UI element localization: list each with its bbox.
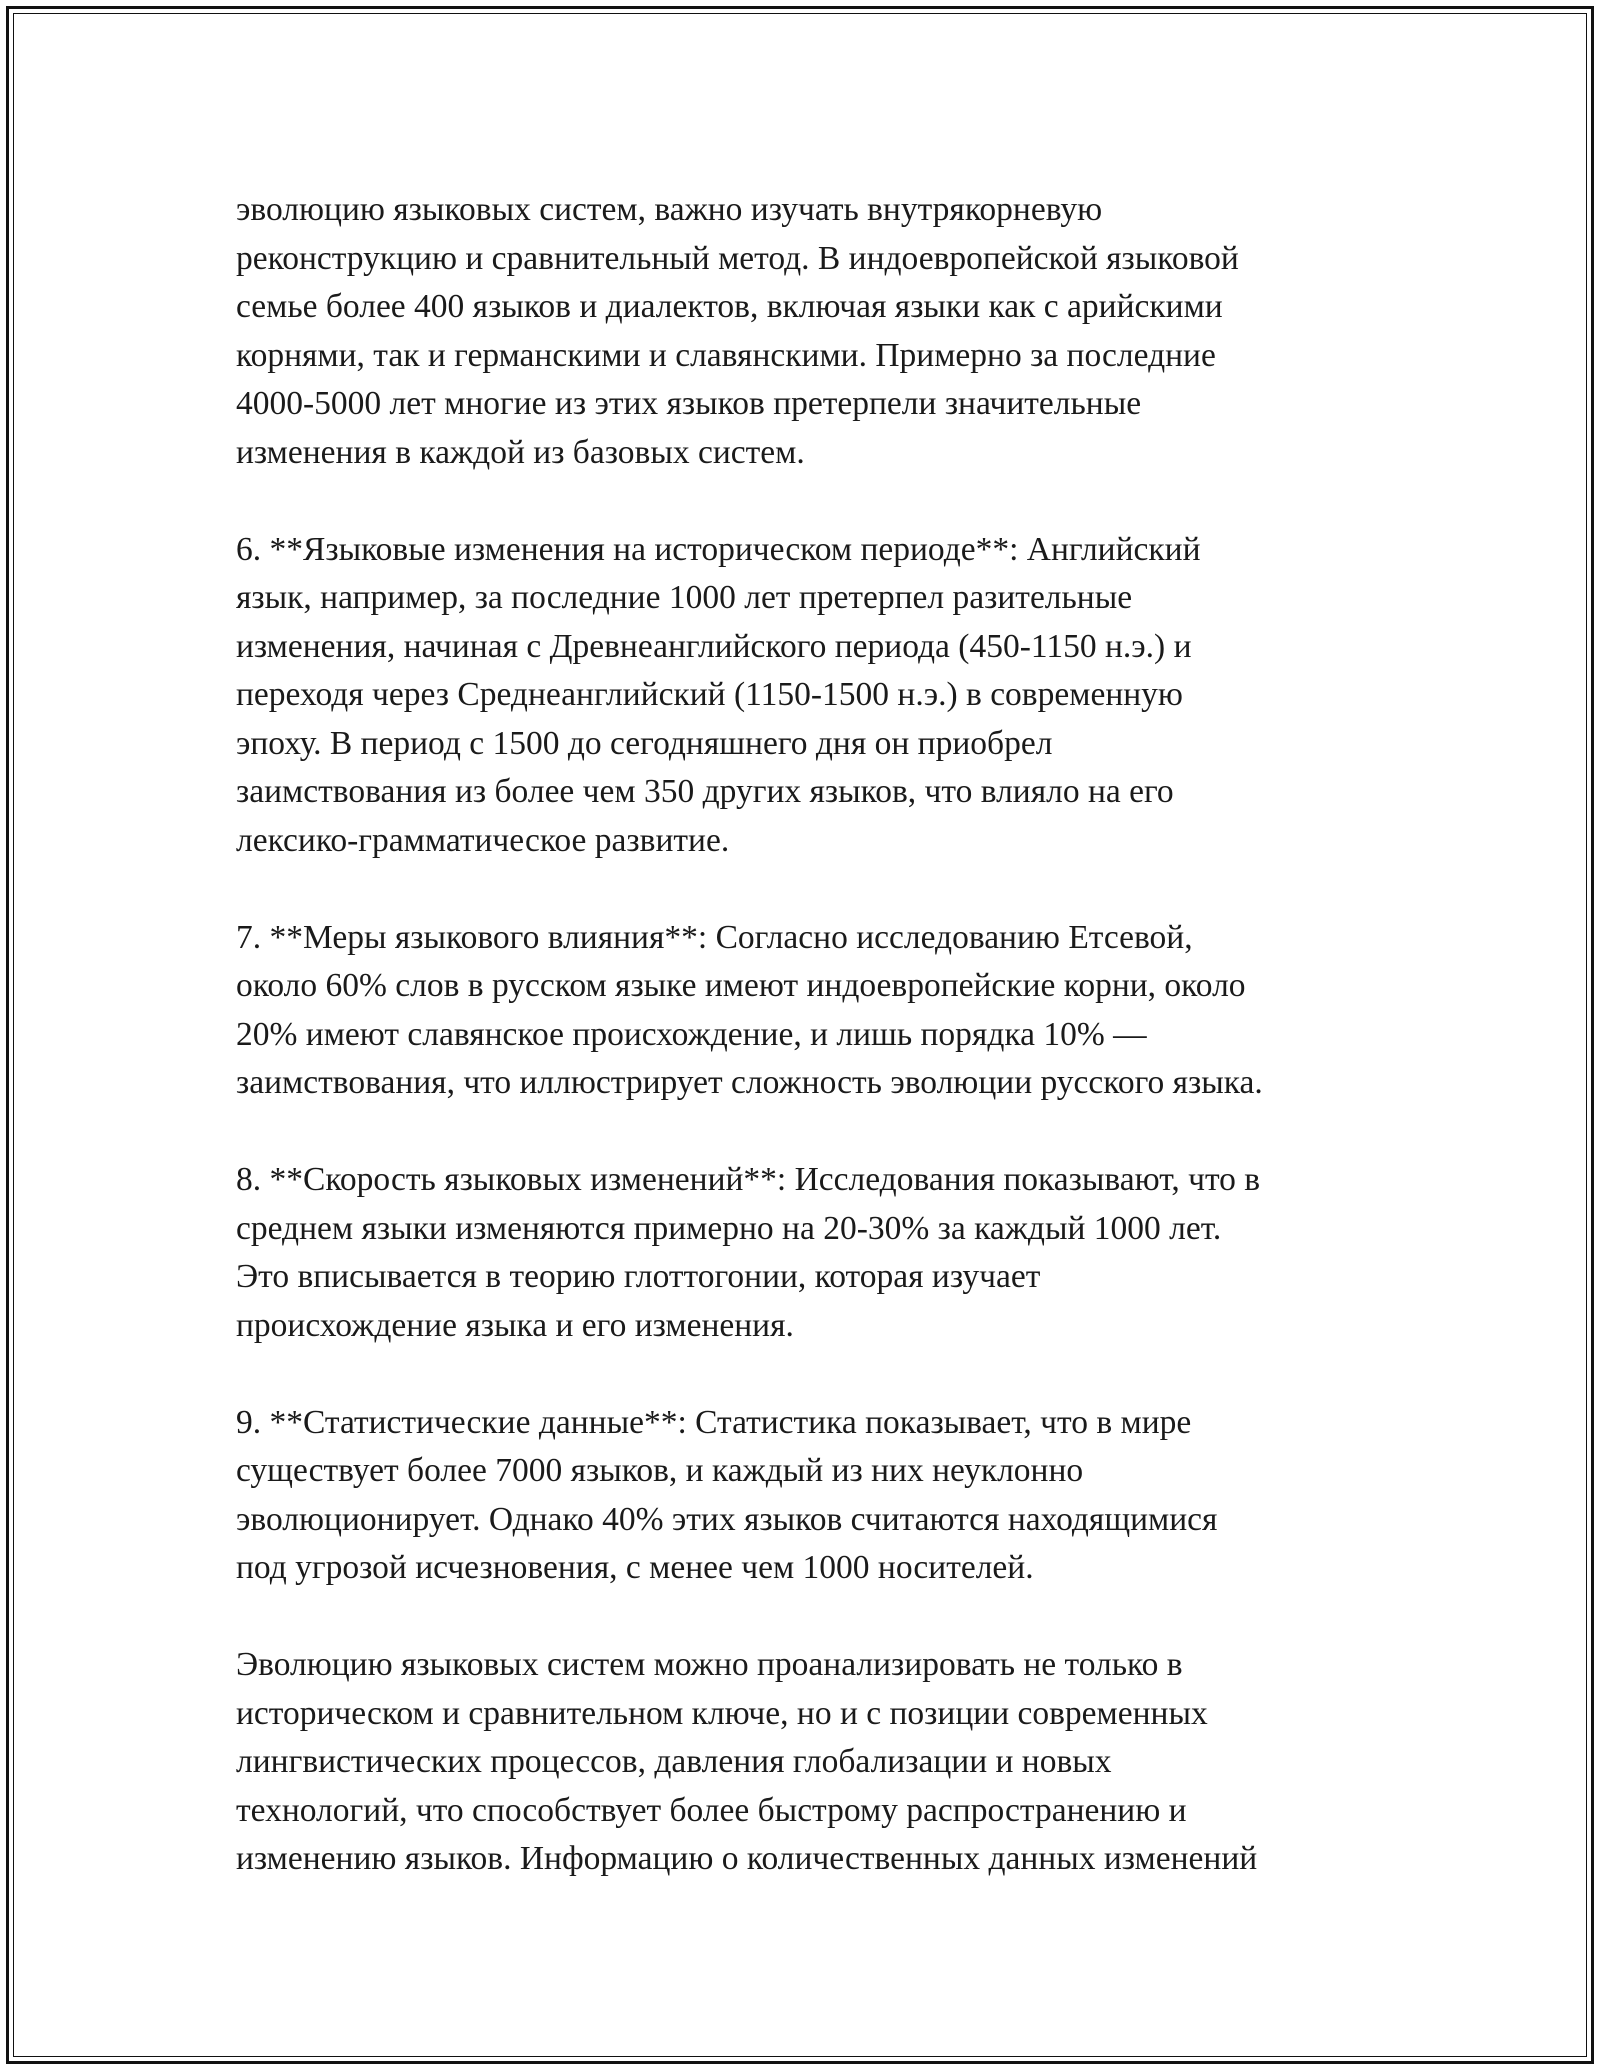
text-line: лингвистических процессов, давления глобализации и новых (236, 1743, 1112, 1780)
text-line: 9. **Статистические данные**: Статистика показывает, что в мире (236, 1403, 1192, 1441)
paragraph-item-7 (236, 914, 1386, 1108)
text-line: изменения в каждой из базовых систем. (236, 433, 805, 471)
paragraph-item-6 (236, 526, 1386, 866)
text-line: 20% имеют славянское происхождение, и лишь порядка 10% — (236, 1015, 1147, 1053)
text-line: около 60% слов в русском языке имеют индоевропейские корни, около (236, 967, 1246, 1004)
text-line: под угрозой исчезновения, с менее чем 1000 носителей. (236, 1549, 1034, 1586)
text-line: среднем языки изменяются примерно на 20-30% за каждый 1000 лет. (236, 1209, 1222, 1247)
text-line: 6. **Языковые изменения на историческом периоде**: Английский (236, 530, 1201, 568)
text-line: Это вписывается в теорию глоттогонии, которая изучает (236, 1258, 1041, 1295)
text-line: существует более 7000 языков, и каждый из них неуклонно (236, 1452, 1084, 1489)
text-line: историческом и сравнительном ключе, но и с позиции современных (236, 1694, 1208, 1732)
text-line: язык, например, за последние 1000 лет претерпел разительные (236, 579, 1133, 616)
text-line: изменения, начиная с Древнеанглийского периода (450-1150 н.э.) и (236, 627, 1192, 665)
paragraph-item-8 (236, 1156, 1386, 1350)
text-line: переходя через Среднеанглийский (1150-1500 н.э.) в современную (236, 676, 1183, 713)
text-line: эволюцию языковых систем, важно изучать внутрякорневую (236, 191, 1103, 228)
text-line: корнями, так и германскими и славянскими. Примерно за последние (236, 336, 1216, 374)
text-line: 7. **Меры языкового влияния**: Согласно исследованию Етсевой, (236, 918, 1193, 956)
paragraph-item-9 (236, 1399, 1386, 1593)
text-line: Эволюцию языковых систем можно проанализировать не только в (236, 1646, 1183, 1683)
text-line: 8. **Скорость языковых изменений**: Исследования показывают, что в (236, 1161, 1261, 1198)
document-body (236, 186, 1386, 1932)
paragraph-conclusion (236, 1641, 1386, 1884)
text-line: реконструкцию и сравнительный метод. В индоевропейской языковой (236, 239, 1239, 277)
text-line: происхождение языка и его изменения. (236, 1306, 794, 1344)
paragraph-intro (236, 186, 1386, 477)
text-line: эволюционирует. Однако 40% этих языков считаются находящимися (236, 1500, 1218, 1538)
text-line: эпоху. В период с 1500 до сегодняшнего дня он приобрел (236, 724, 1053, 762)
text-line: заимствования из более чем 350 других языков, что влияло на его (236, 773, 1174, 810)
text-line: изменению языков. Информацию о количественных данных изменений (236, 1840, 1258, 1877)
text-line: технологий, что способствует более быстрому распространению и (236, 1791, 1187, 1829)
text-line: заимствования, что иллюстрирует сложность эволюции русского языка. (236, 1064, 1263, 1101)
text-line: лексико-грамматическое развитие. (236, 821, 730, 859)
text-line: 4000-5000 лет многие из этих языков претерпели значительные (236, 385, 1142, 422)
text-line: семье более 400 языков и диалектов, включая языки как с арийскими (236, 288, 1223, 325)
